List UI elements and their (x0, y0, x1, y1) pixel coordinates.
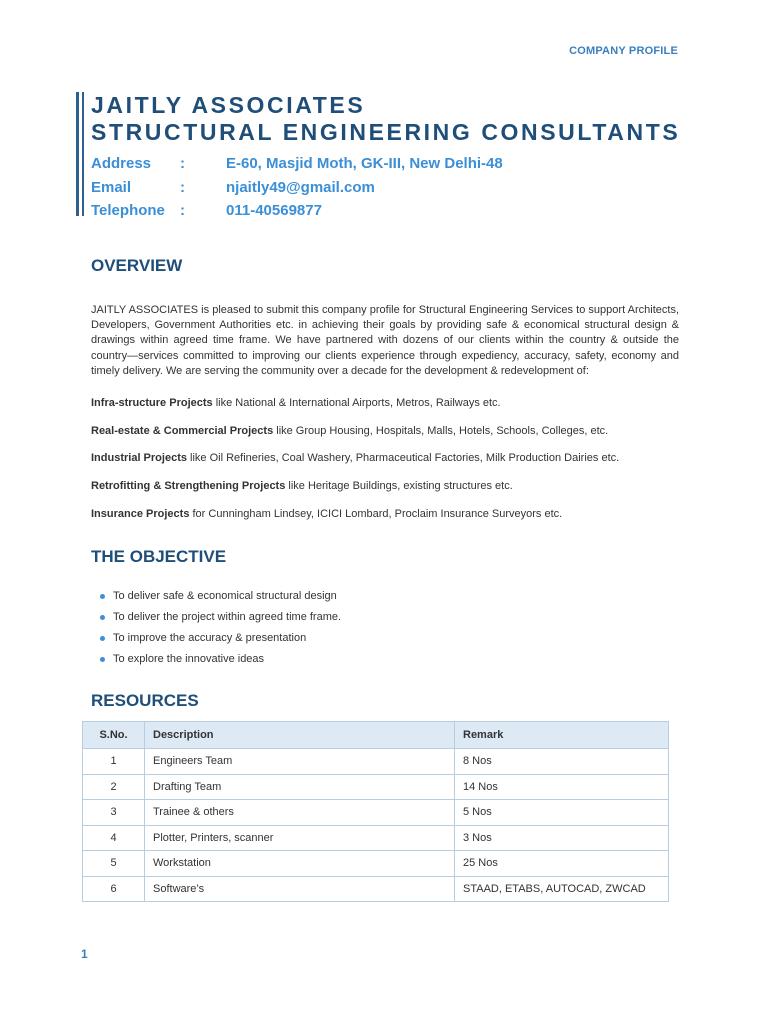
project-title: Real-estate & Commercial Projects (91, 425, 274, 437)
contact-colon: : (180, 202, 185, 219)
project-line (91, 480, 513, 492)
table-cell: 2 (83, 774, 145, 800)
table-cell: Engineers Team (145, 749, 455, 775)
table-header-row (83, 722, 669, 749)
table-row (83, 749, 669, 775)
accent-bar (82, 92, 84, 216)
objective-heading: THE OBJECTIVE (91, 547, 227, 566)
overview-paragraph: JAITLY ASSOCIATES is pleased to submit this company profile for Structural Engineering Services to support Architects, Developers, Government Authorities etc. in achieving their goals by providing safe & economical structural design & drawings within agreed time frame. We have partnered with dozens of our clients within the country & outside the country—services committed to improving our clients experience through expediency, accuracy, safety, economy and timely delivery. We are serving the community over a decade for the development & redevelopment of: (91, 304, 679, 377)
contact-label: Email (91, 178, 132, 196)
project-line (91, 452, 619, 464)
header-label: COMPANY PROFILE (569, 45, 678, 57)
table-cell: 4 (83, 825, 145, 851)
project-title: Infra-structure Projects (91, 397, 213, 409)
table-row (83, 800, 669, 826)
telephone-value: 011-40569877 (226, 202, 322, 219)
objective-text: To deliver safe & economical structural design (113, 590, 337, 602)
objective-text: To explore the innovative ideas (113, 653, 265, 665)
contact-colon: : (180, 178, 185, 196)
bullet-icon (100, 594, 105, 599)
objective-text: To improve the accuracy & presentation (113, 632, 307, 644)
project-title: Insurance Projects (91, 508, 190, 520)
table-cell: 5 (83, 851, 145, 877)
table-row (83, 851, 669, 877)
table-cell: Software’s (145, 876, 455, 902)
column-header: Description (145, 722, 455, 749)
page-number: 1 (81, 947, 88, 961)
project-title: Retrofitting & Strengthening Projects (91, 480, 286, 492)
overview-heading: OVERVIEW (91, 256, 183, 275)
table-cell: 1 (83, 749, 145, 775)
table-cell: 3 (83, 800, 145, 826)
company-name: JAITLY ASSOCIATES (91, 92, 366, 118)
contact-label: Address (91, 155, 152, 172)
column-header: Remark (455, 722, 669, 749)
table-cell: 8 Nos (455, 749, 669, 775)
table-cell: Drafting Team (145, 774, 455, 800)
table-cell: 3 Nos (455, 825, 669, 851)
table-row (83, 825, 669, 851)
title-block (76, 92, 696, 219)
contact-label: Telephone (91, 202, 165, 219)
contact-colon: : (180, 155, 185, 172)
project-text: like Oil Refineries, Coal Washery, Pharmaceutical Factories, Milk Production Dairies etc. (186, 452, 620, 464)
project-line (91, 425, 608, 437)
objective-list (91, 586, 341, 670)
accent-bar (76, 92, 79, 216)
list-item (91, 628, 341, 649)
company-subtitle: STRUCTURAL ENGINEERING CONSULTANTS (91, 119, 681, 145)
table-row (83, 876, 669, 902)
project-line (91, 397, 501, 409)
bullet-icon (100, 615, 105, 620)
project-text: for Cunningham Lindsey, ICICI Lombard, Proclaim Insurance Surveyors etc. (189, 508, 563, 520)
project-line (91, 508, 562, 520)
table-cell: 6 (83, 876, 145, 902)
bullet-icon (100, 657, 105, 662)
column-header: S.No. (83, 722, 145, 749)
resources-heading: RESOURCES (91, 691, 199, 710)
list-item (91, 607, 341, 628)
email-link[interactable]: njaitly49@gmail.com (226, 178, 375, 196)
table-cell: STAAD, ETABS, AUTOCAD, ZWCAD (455, 876, 669, 902)
bullet-icon (100, 636, 105, 641)
objective-text: To deliver the project within agreed time frame. (113, 611, 342, 623)
address-value: E-60, Masjid Moth, GK-III, New Delhi-48 (226, 155, 503, 172)
table-cell: 14 Nos (455, 774, 669, 800)
list-item (91, 649, 341, 670)
project-title: Industrial Projects (91, 452, 187, 464)
table-row (83, 774, 669, 800)
table-cell: Plotter, Printers, scanner (145, 825, 455, 851)
table-cell: Trainee & others (145, 800, 455, 826)
list-item (91, 586, 341, 607)
table-cell: Workstation (145, 851, 455, 877)
project-text: like National & International Airports, Metros, Railways etc. (212, 397, 501, 409)
project-text: like Heritage Buildings, existing structures etc. (285, 480, 513, 492)
project-text: like Group Housing, Hospitals, Malls, Hotels, Schools, Colleges, etc. (273, 425, 609, 437)
table-cell: 25 Nos (455, 851, 669, 877)
resources-table (82, 721, 669, 902)
table-cell: 5 Nos (455, 800, 669, 826)
